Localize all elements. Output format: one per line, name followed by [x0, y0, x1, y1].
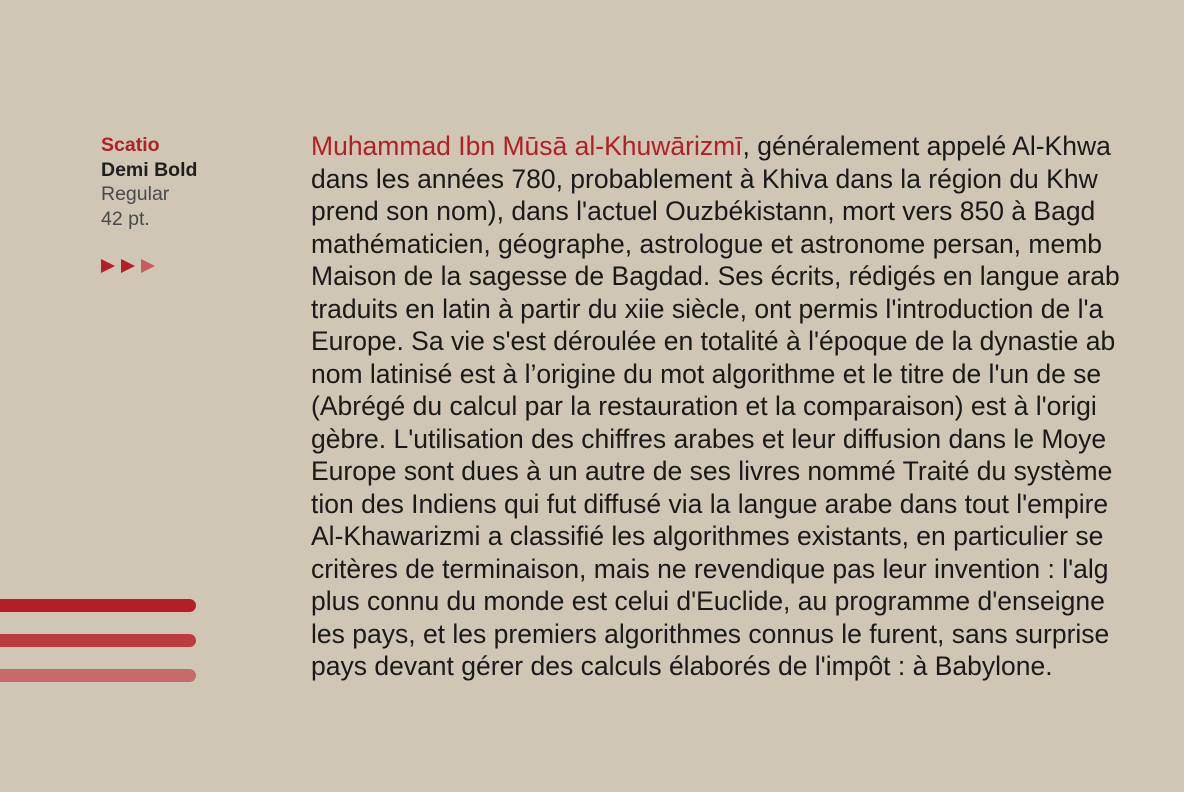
text-line: pays devant gérer des calculs élaborés de l'impôt : à Babylone.	[311, 651, 1053, 681]
text-line: Europe. Sa vie s'est déroulée en totalité à l'époque de la dynastie ab	[311, 326, 1116, 356]
specimen-text	[311, 130, 1184, 700]
text-line: Europe sont dues à un autre de ses livres nommé Traité du système	[311, 456, 1113, 486]
text-line: plus connu du monde est celui d'Euclide, au programme d'enseigne	[311, 586, 1105, 616]
text-line: prend son nom), dans l'actuel Ouzbékistann, mort vers 850 à Bagd	[311, 196, 1096, 226]
text-line: tion des Indiens qui fut diffusé via la langue arabe dans tout l'empire	[311, 488, 1109, 519]
text-line: nom latinisé est à l’origine du mot algorithme et le titre de l'un de se	[311, 358, 1102, 389]
play-arrow-icon	[121, 259, 135, 273]
text-line: critères de terminaison, mais ne revendique pas leur invention : l'alg	[311, 553, 1109, 584]
decorative-bar	[0, 634, 196, 647]
text-line: (Abrégé du calcul par la restauration et la comparaison) est à l'origi	[311, 391, 1097, 421]
font-family-name: Scatio	[101, 134, 160, 156]
decorative-bar	[0, 669, 196, 682]
text-line	[311, 130, 1184, 163]
text-line-rest: , généralement appelé Al-Khwa	[742, 131, 1111, 161]
text-line: gèbre. L'utilisation des chiffres arabes et leur diffusion dans le Moye	[311, 423, 1107, 454]
specimen-info	[101, 133, 197, 231]
decorative-bar	[0, 599, 196, 612]
text-line: traduits en latin à partir du xiie siècle, ont permis l'introduction de l'a	[311, 293, 1104, 324]
play-arrow-icon	[101, 259, 115, 273]
text-line: Maison de la sagesse de Bagdad. Ses écrits, rédigés en langue arab	[311, 261, 1120, 291]
play-arrow-icon	[141, 259, 155, 273]
text-line: dans les années 780, probablement à Khiva dans la région du Khw	[311, 163, 1098, 194]
font-weight-bold: Demi Bold	[101, 158, 198, 181]
font-size-label: 42 pt.	[101, 207, 150, 230]
highlighted-name: Muhammad Ibn Mūsā al-Khuwārizmī	[311, 131, 743, 161]
text-line: les pays, et les premiers algorithmes connus le furent, sans surprise	[311, 618, 1110, 649]
font-weight-regular: Regular	[101, 183, 170, 205]
text-line: mathématicien, géographe, astrologue et astronome persan, memb	[311, 228, 1103, 259]
text-line: Al-Khawarizmi a classifié les algorithmes existants, en particulier se	[311, 521, 1104, 551]
